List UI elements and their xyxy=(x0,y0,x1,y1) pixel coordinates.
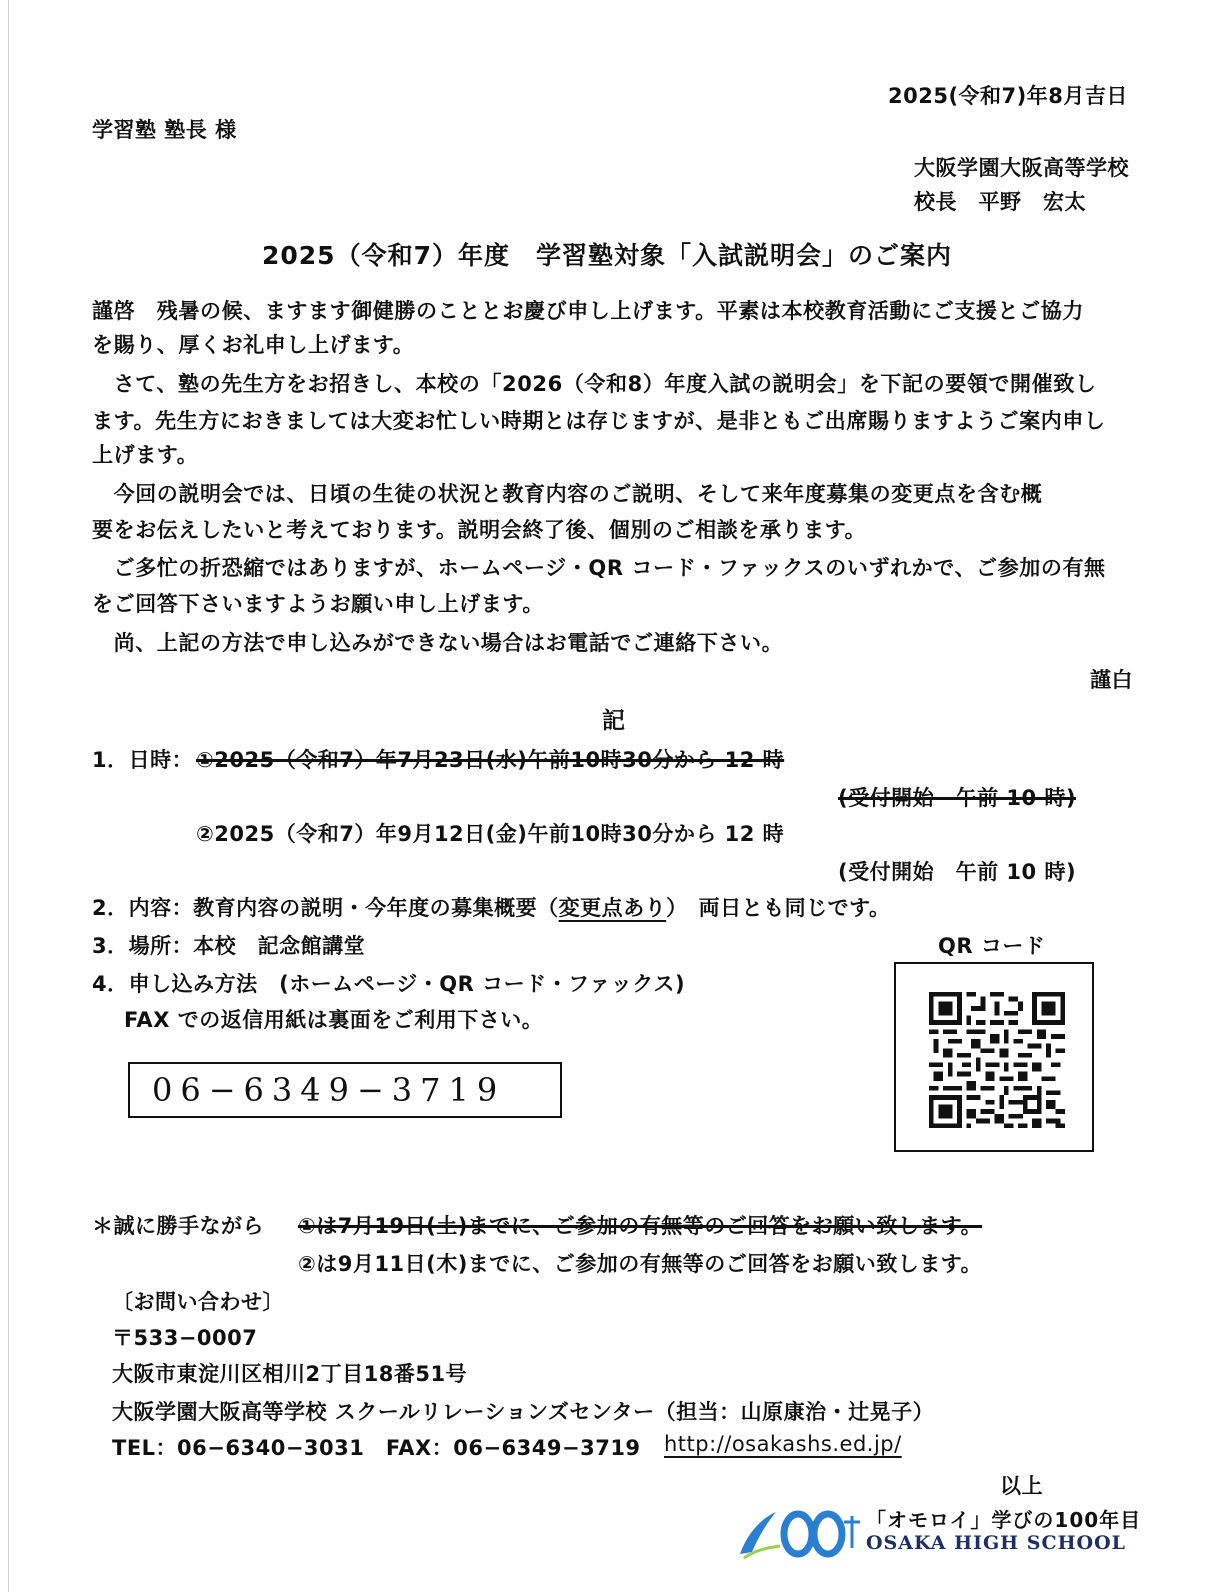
item2-content xyxy=(92,892,890,922)
contact-tel-fax: TEL：06−6340−3031 FAX：06−6349−3719 xyxy=(112,1436,641,1460)
contact-office: 大阪学園大阪高等学校 スクールリレーションズセンター（担当：山原康治・辻晃子） xyxy=(112,1400,935,1424)
contact-url-link[interactable]: http://osakashs.ed.jp/ xyxy=(664,1432,902,1456)
item2-prefix: 2．内容：教育内容の説明・今年度の募集概要（ xyxy=(92,896,559,920)
item4-application: 4．申し込み方法 (ホームページ・QR コード・ファックス) xyxy=(92,972,686,996)
qr-code-icon xyxy=(929,992,1065,1128)
body-line: をご回答下さいますようお願い申し上げます。 xyxy=(92,592,544,616)
body-line: 今回の説明会では、日頃の生徒の状況と教育内容のご説明、そして来年度募集の変更点を含む概 xyxy=(92,482,1043,506)
item3-venue: 3．場所：本校 記念館講堂 xyxy=(92,934,366,958)
body-line: ご多忙の折恐縮ではありますが、ホームページ・QR コード・ファックスのいずれかで、ご参加の有無 xyxy=(92,556,1106,580)
end-mark: 以上 xyxy=(1000,1474,1043,1498)
deadline-new: ②は9月11日(木)までに、ご参加の有無等のご回答をお願い致します。 xyxy=(298,1252,983,1276)
body-line: ます。先生方におきましては大変お忙しい時期とは存じますが、是非ともご出席賜りますようご案内申し xyxy=(92,409,1106,433)
body-line: 尚、上記の方法で申し込みができない場合はお電話でご連絡下さい。 xyxy=(92,631,784,655)
body-line: 要をお伝えしたいと考えております。説明会終了後、個別のご相談を承ります。 xyxy=(92,518,867,542)
item1-new-datetime: ②2025（令和7）年9月12日(金)午前10時30分から 12 時 xyxy=(196,822,785,846)
logo-tagline: 「オモロイ」学びの100年目 xyxy=(866,1508,1142,1532)
item1-old-reception: (受付開始 午前 10 時) xyxy=(838,786,1077,810)
contact-heading: 〔お問い合わせ〕 xyxy=(112,1290,284,1314)
body-line: 上げます。 xyxy=(92,443,199,467)
item1-label: 1．日時： xyxy=(92,748,194,772)
letter-title: 2025（令和7）年度 学習塾対象「入試説明会」のご案内 xyxy=(262,241,952,270)
addressee: 学習塾 塾長 様 xyxy=(92,118,237,142)
body-line: を賜り、厚くお礼申し上げます。 xyxy=(92,333,415,357)
item1-old-datetime: ①2025（令和7）年7月23日(水)午前10時30分から 12 時 xyxy=(196,748,785,772)
logo-school-name: OSAKA HIGH SCHOOL xyxy=(866,1532,1127,1554)
item2-changes-note: 変更点あり xyxy=(558,896,667,920)
page-edge xyxy=(8,0,9,1592)
sender-principal: 校長 平野 宏太 xyxy=(914,190,1086,214)
deadline-old: ①は7月19日(土)までに、ご参加の有無等のご回答をお願い致します。 xyxy=(298,1214,983,1238)
item4-fax-note: FAX での返信用紙は裏面をご利用下さい。 xyxy=(124,1008,544,1032)
body-line: さて、塾の先生方をお招きし、本校の「2026（令和8）年度入試の説明会」を下記の要領で開催致し xyxy=(92,372,1097,396)
item1-new-reception: (受付開始 午前 10 時) xyxy=(838,860,1077,884)
fax-number-box: 06−6349−3719 xyxy=(128,1062,562,1118)
closing-kinpaku: 謹白 xyxy=(1090,668,1133,692)
item2-suffix: ） 両日とも同じです。 xyxy=(666,896,891,920)
ki-heading: 記 xyxy=(602,708,625,734)
contact-postal: 〒533−0007 xyxy=(112,1326,258,1350)
letter-date: 2025(令和7)年8月吉日 xyxy=(888,84,1128,108)
qr-label: QR コード xyxy=(938,934,1046,958)
contact-address: 大阪市東淀川区相川2丁目18番51号 xyxy=(112,1362,468,1386)
qr-code-frame[interactable] xyxy=(894,962,1094,1152)
sender-school: 大阪学園大阪高等学校 xyxy=(914,156,1129,180)
body-line: 謹啓 残暑の候、ますます御健勝のこととお慶び申し上げます。平素は本校教育活動にご支援とご協力 xyxy=(92,299,1084,323)
deadline-prefix: ＊誠に勝手ながら xyxy=(92,1214,264,1238)
